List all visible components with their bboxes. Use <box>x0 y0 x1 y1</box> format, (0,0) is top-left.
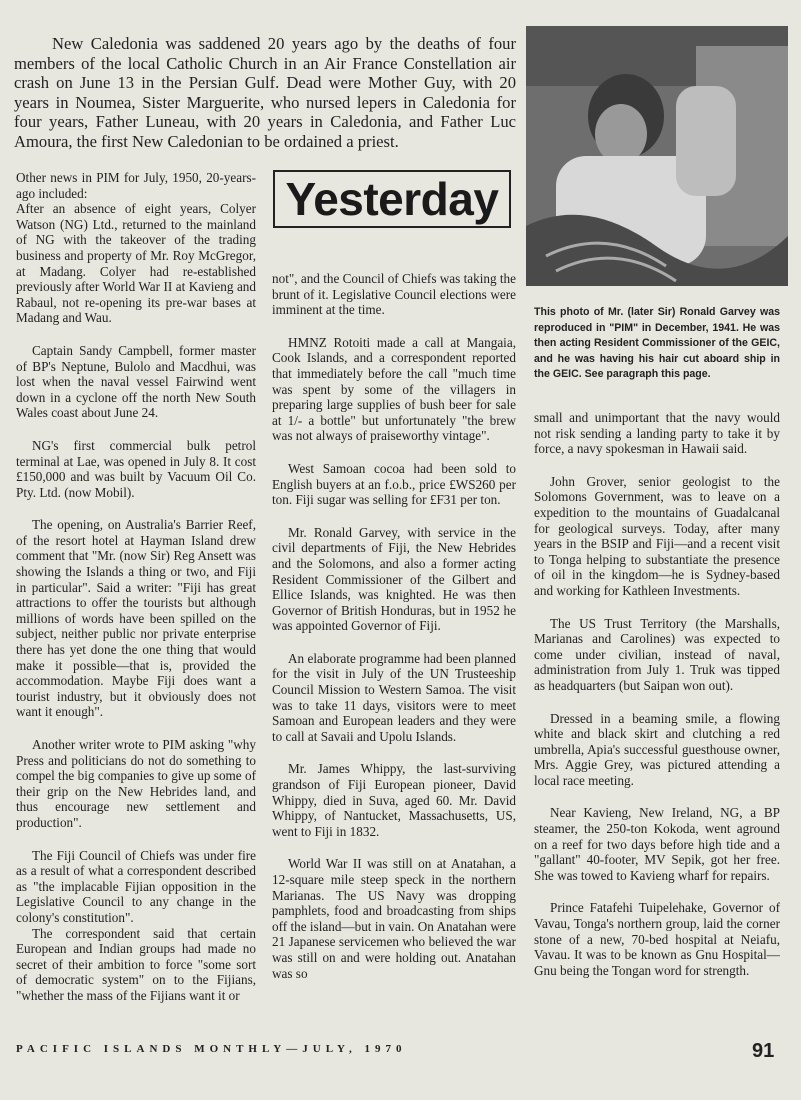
col1-para-5: The opening, on Australia's Barrier Reef, of the resort hotel at Hayman Island drew comment that "Mr. (now Sir) Reg Ansett was showing the Islands a thing or two, and Fiji in particular". Said a writer: "Fiji has great attractions to offer the tourists but although millions of words have been spilled on the subject, neither public nor private enterprise there has yet done the one thing that would make it possible—that is, provided the accommodation. Maybe Fiji does want a tourist industry, but it obviously does not want it enough". <box>16 517 256 720</box>
col3-para-5: Near Kavieng, New Ireland, NG, a BP steamer, the 250-ton Kokoda, went aground on a reef for two days before high tide and a "gallant" 40-footer, MV Sepik, got her free. She was towed to Kavieng wharf for repairs. <box>534 805 780 883</box>
column-3 <box>534 410 780 995</box>
col3-para-6: Prince Fatafehi Tuipelehake, Governor of Vavau, Tonga's northern group, laid the corner stone of a new, 70-bed hospital at Neiafu, Vavau. It was to be known as Gnu Hospital—Gnu being the Tongan word for strength. <box>534 900 780 978</box>
col2-para-4: Mr. Ronald Garvey, with service in the civil departments of Fiji, the New Hebrides and the Solomons, and also a former acting Resident Commissioner of the Gilbert and Ellice Islands, was knighted. He was then Governor of British Honduras, but in 1952 he was appointed Governor of Fiji. <box>272 524 516 634</box>
col2-para-2: HMNZ Rotoiti made a call at Mangaia, Cook Islands, and a correspondent reported that immediately before the call "much time was spent by some of the villagers in preparing large supplies of bush beer for sale at 1/- a bottle" but unfortunately "the brew was not always of praiseworthy vintage". <box>272 334 516 444</box>
photo-image <box>526 26 788 286</box>
photo-caption: This photo of Mr. (later Sir) Ronald Garvey was reproduced in "PIM" in December, 1941. He was then acting Resident Commissioner of the GEIC, and he was having his hair cut aboard ship in the GEIC. See paragraph this page. <box>534 306 780 381</box>
lead-paragraph: New Caledonia was saddened 20 years ago by the deaths of four members of the local Catholic Church in an Air France Constellation air crash on June 13 in the Persian Gulf. Dead were Mother Guy, with 20 years in Noumea, Sister Marguerite, who nursed lepers in Caledonia for four years, Father Luneau, with 20 years in Caledonia, and Father Luc Amoura, the first New Caledonian to be ordained a priest. <box>14 34 516 151</box>
yesterday-banner: Yesterday <box>273 170 511 228</box>
col2-para-7: World War II was still on at Anatahan, a 12-square mile steep speck in the northern Marianas. The US Navy was dropping pamphlets, food and broadcasting from ships off the island—but in vain. On Anatahan were 21 Japanese servicemen who believed the war was still on and were holding out. Anatahan was so <box>272 856 516 981</box>
column-2 <box>272 271 516 998</box>
col1-para-1: Other news in PIM for July, 1950, 20-years-ago included: <box>16 170 256 201</box>
col1-para-3: Captain Sandy Campbell, former master of BP's Neptune, Bulolo and Macdhui, was lost when the naval vessel Fairwind went down in a cyclone off the north New South Wales coast about June 24. <box>16 342 256 421</box>
col3-para-3: The US Trust Territory (the Marshalls, Marianas and Carolines) was expected to come under civilian, instead of naval, administration from July 1. Truk was tipped as headquarters (but Saipan won out). <box>534 615 780 693</box>
col1-para-4: NG's first commercial bulk petrol terminal at Lae, was opened in July 8. It cost £150,000 and was built by Vacuum Oil Co. Pty. Ltd. (now Mobil). <box>16 437 256 500</box>
footer-masthead: PACIFIC ISLANDS MONTHLY—JULY, 1970 <box>16 1043 407 1055</box>
col2-para-5: An elaborate programme had been planned for the visit in July of the UN Trusteeship Council Mission to Western Samoa. The visit was to take 11 days, visitors were to meet Samoan and European leaders and they were to call at Savaii and Upolu Islands. <box>272 650 516 744</box>
col3-para-1: small and unimportant that the navy would not risk sending a landing party to take it by force, a navy spokesman in Hawaii said. <box>534 410 780 457</box>
col1-para-2: After an absence of eight years, Colyer Watson (NG) Ltd., returned to the mainland of NG with the takeover of the trading business and property of Mr. Roy McGregor, at Madang. Colyer had re-established previously after World War II at Kavieng and Rabaul, not re-opening its pre-war bases at Madang and Wau. <box>16 201 256 326</box>
column-1 <box>16 170 256 1021</box>
col2-para-6: Mr. James Whippy, the last-surviving grandson of Fiji European pioneer, David Whippy, died in Suva, aged 60. Mr. David Whippy, of Nantucket, Massachusetts, US, went to Fiji in 1832. <box>272 761 516 839</box>
col3-para-2: John Grover, senior geologist to the Solomons Government, was to leave on a expedition to the mountains of Guadalcanal for geological surveys. Today, after many years in the BSIP and Fiji—and a recent visit to Tonga helping to substantiate the presence of oil in the kingdom—he is Sydney-based and working for Kathleen Investments. <box>534 473 780 598</box>
photo-ronald-garvey <box>526 26 788 286</box>
col1-para-6: Another writer wrote to PIM asking "why Press and politicians do not do something to compel the big companies to give up some of their grip on the New Hebrides land, and thus encourage new settlement and production". <box>16 737 256 830</box>
col2-para-3: West Samoan cocoa had been sold to English buyers at an f.o.b., price £WS260 per ton. Fiji sugar was selling for £F31 per ton. <box>272 460 516 508</box>
col1-para-8: The correspondent said that certain European and Indian groups had made no secret of their ambition to force "some sort of democratic system" on to the Fijians, "whether the mass of the Fijians want it or <box>16 925 256 1003</box>
page-number: 91 <box>752 1040 775 1062</box>
col2-para-1: not", and the Council of Chiefs was taking the brunt of it. Legislative Council elections were imminent at the time. <box>272 271 516 318</box>
col3-para-4: Dressed in a beaming smile, a flowing white and black skirt and clutching a red umbrella, Apia's successful guesthouse owner, Mrs. Aggie Grey, was pictured attending a local race meeting. <box>534 710 780 788</box>
col1-para-7: The Fiji Council of Chiefs was under fire as a result of what a correspondent described as "the implacable Fijian opposition in the Legislative Council to any change in the colony's constitution". <box>16 847 256 925</box>
